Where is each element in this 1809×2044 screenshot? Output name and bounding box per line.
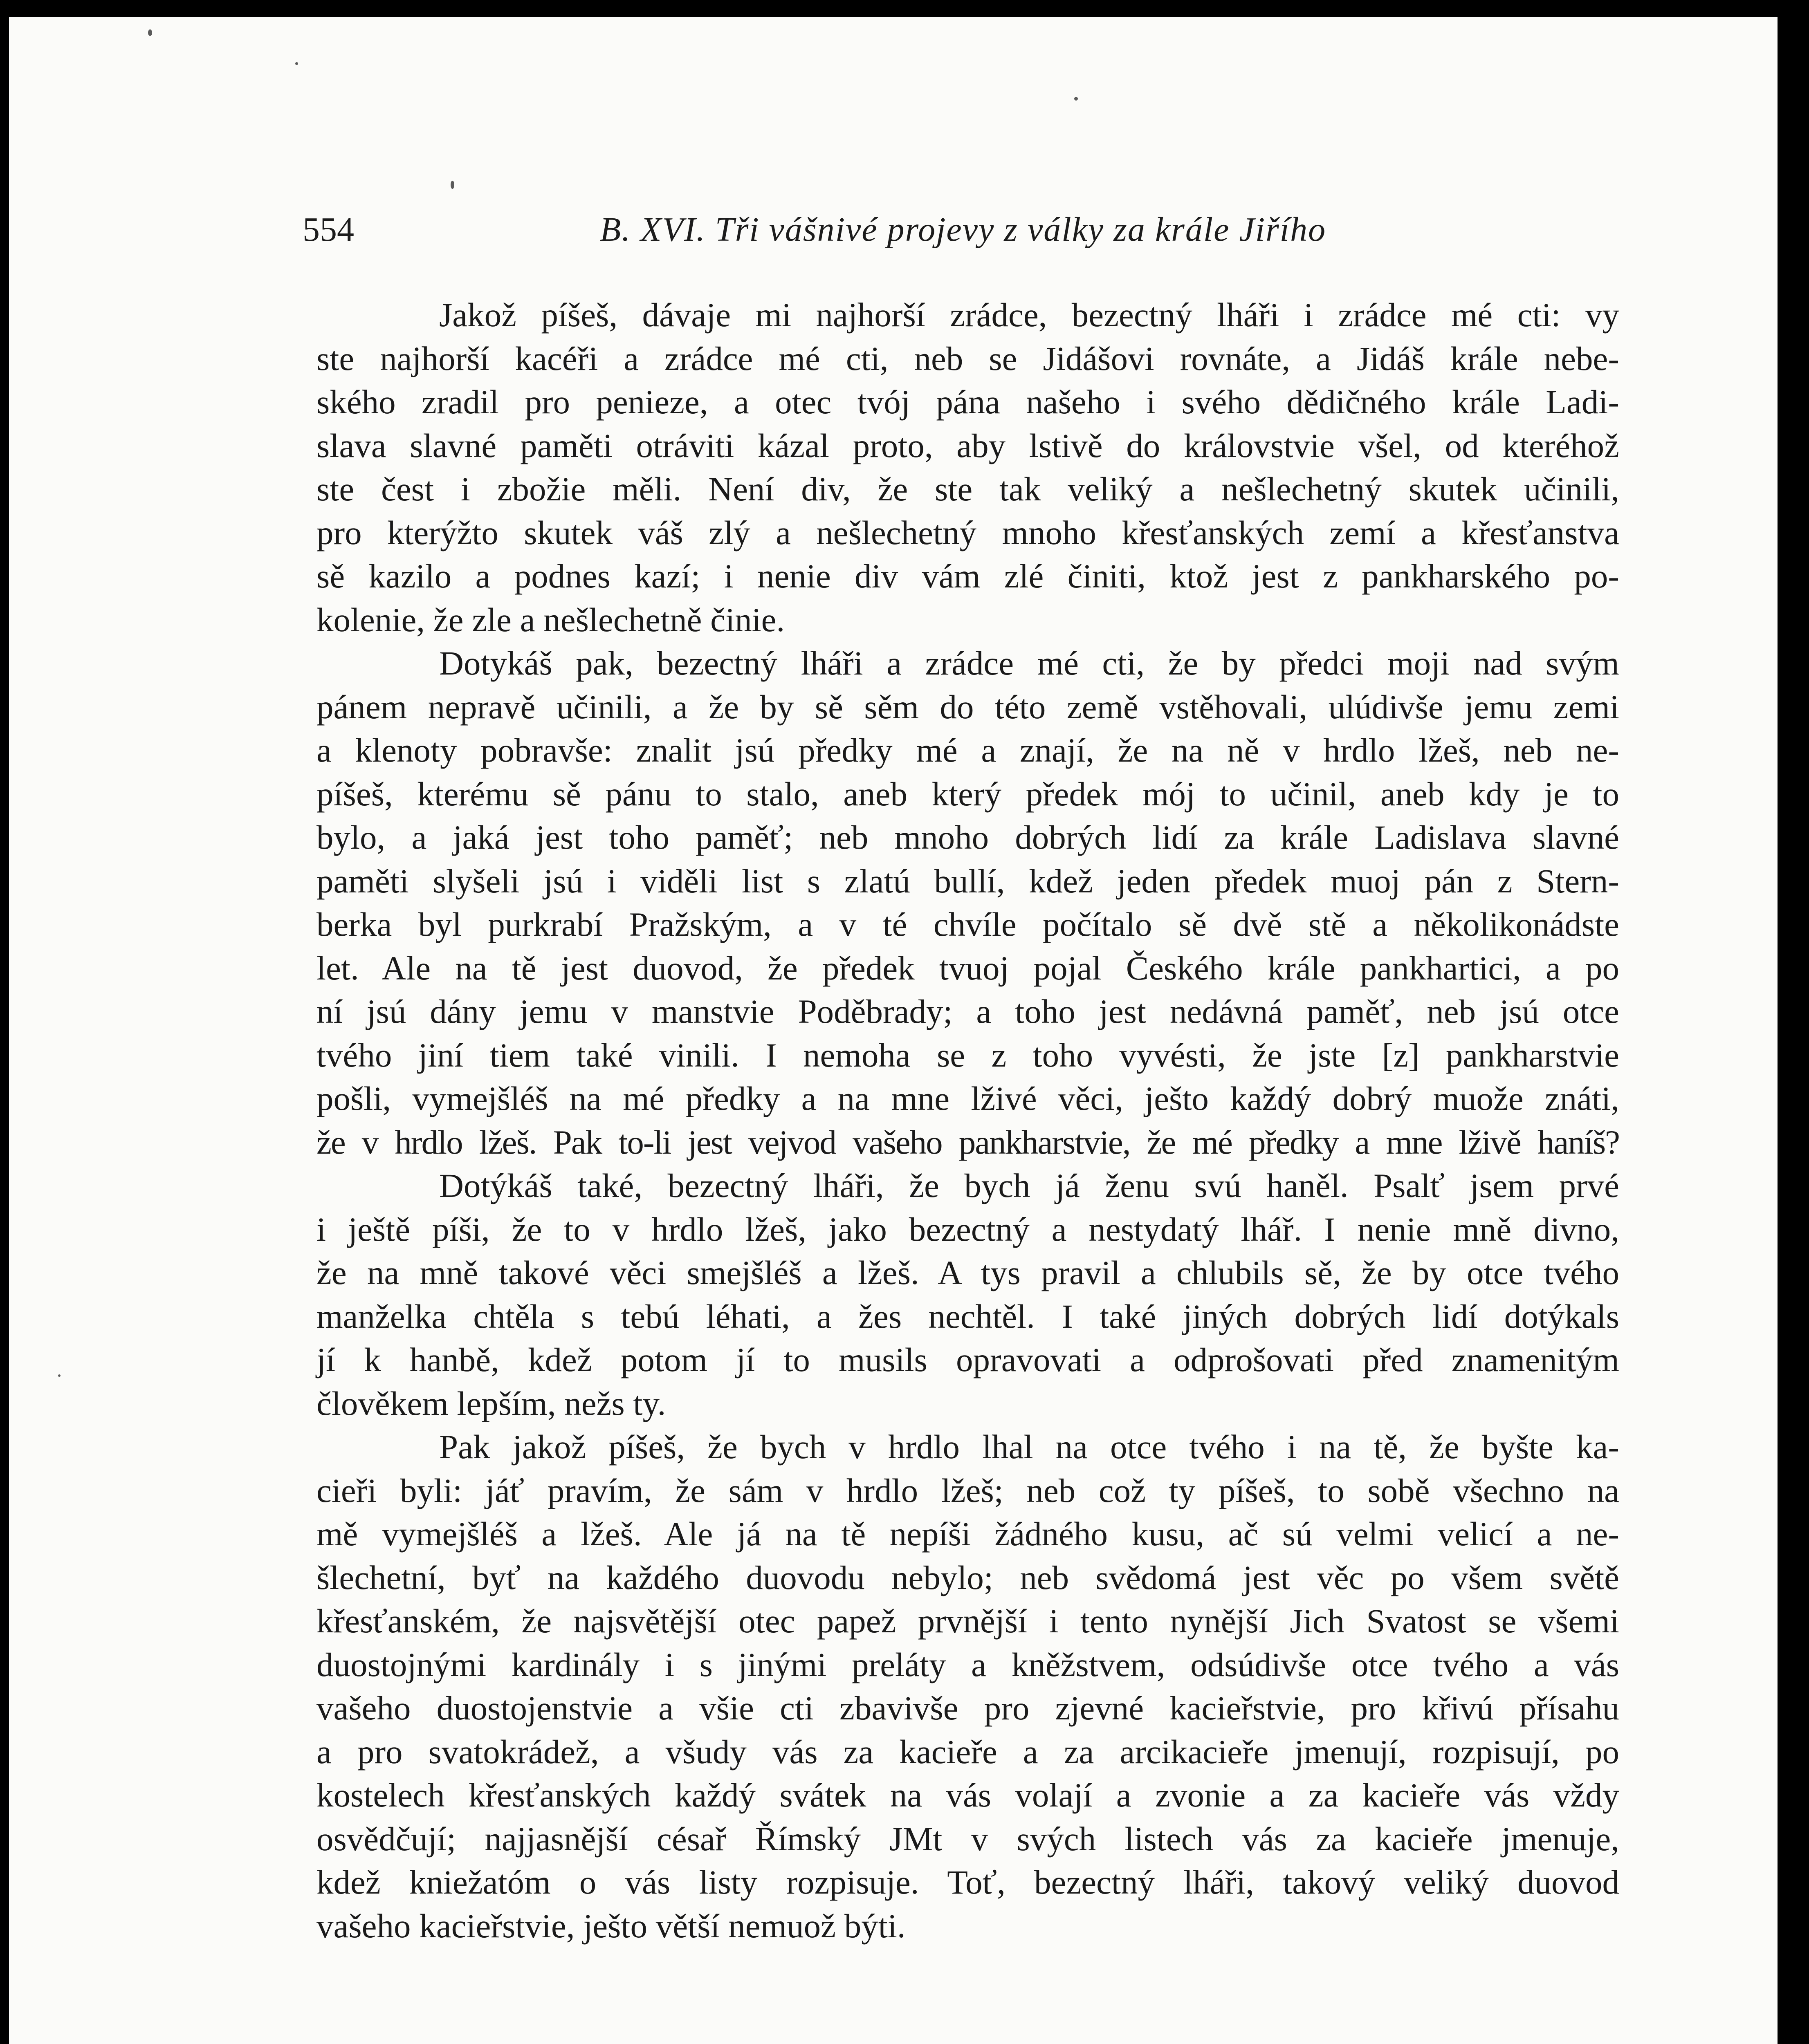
- text-line: cieři byli: jáť pravím, že sám v hrdlo lžeš; neb což ty píšeš, to sobě všechno na: [316, 1471, 1619, 1509]
- text-line: ského zradil pro penieze, a otec tvój pána našeho i svého dědičného krále Ladi-: [316, 383, 1619, 421]
- text-line: Dotýkáš také, bezectný lháři, že bych já ženu svú haněl. Psalť jsem prvé: [439, 1167, 1619, 1204]
- text-line: a pro svatokrádež, a všudy vás za kacieře a za arcikacieře jmenují, rozpisují, po: [316, 1732, 1619, 1771]
- paper-speck: [148, 29, 152, 36]
- text-line: křesťanském, že najsvětější otec papež prvnější i tento nynější Jich Svatost se všemi: [316, 1602, 1619, 1640]
- text-line: paměti slyšeli jsú i viděli list s zlatú bullí, kdež jeden předek muoj pán z Stern-: [316, 862, 1619, 900]
- text-line: pánem nepravě učinili, a že by sě sěm do této země vstěhovali, ulúdivše jemu zemi: [316, 688, 1619, 726]
- text-line: pošli, vymejšléš na mé předky a na mne lživé věci, ješto každý dobrý muože znáti,: [316, 1080, 1619, 1117]
- text-line: Dotykáš pak, bezectný lháři a zrádce mé cti, že by předci moji nad svým: [439, 644, 1619, 682]
- text-line: píšeš, kterému sě pánu to stalo, aneb který předek mój to učinil, aneb kdy je to: [316, 775, 1619, 813]
- text-line: mě vymejšléš a lžeš. Ale já na tě nepíši žádného kusu, ač sú velmi velicí a ne-: [316, 1515, 1619, 1553]
- text-line: ní jsú dány jemu v manstvie Poděbrady; a toho jest nedávná paměť, neb jsú otce: [316, 993, 1619, 1030]
- text-line: pro kterýžto skutek váš zlý a nešlechetný mnoho křesťanských zemí a křesťanstva: [316, 513, 1619, 551]
- text-line: ste najhorší kacéři a zrádce mé cti, neb se Jidášovi rovnáte, a Jidáš krále nebe-: [316, 339, 1619, 377]
- running-header: [9, 205, 1778, 254]
- paragraph-4: [316, 1425, 1619, 1948]
- text-line: manželka chtěla s tebú léhati, a žes nechtěl. I také jiných dobrých lidí dotýkals: [316, 1297, 1619, 1335]
- paragraph-2: [316, 641, 1619, 1164]
- text-line: vašeho kacieřstvie, ješto větší nemuož býti.: [316, 1907, 906, 1945]
- text-line: kolenie, že zle a nešlechetně činie.: [316, 601, 785, 639]
- text-line: Jakož píšeš, dávaje mi najhorší zrádce, bezectný lháři i zrádce mé cti: vy: [439, 296, 1619, 334]
- text-line: duostojnými kardinály i s jinými preláty a kněžstvem, odsúdivše otce tvého a vás: [316, 1645, 1619, 1683]
- text-line: kostelech křesťanských každý svátek na vás volají a zvonie a za kacieře vás vždy: [316, 1776, 1619, 1814]
- text-line: člověkem lepším, nežs ty.: [316, 1384, 666, 1422]
- text-line: kdež kniežatóm o vás listy rozpisuje. Toť, bezectný lháři, takový veliký duovod: [316, 1863, 1619, 1901]
- text-line: i ještě píši, že to v hrdlo lžeš, jako bezectný a nestydatý lhář. I nenie mně divno,: [316, 1210, 1619, 1248]
- text-line: osvědčují; najjasnější césař Římský JMt v svých listech vás za kacieře jmenuje,: [316, 1820, 1619, 1858]
- paper-speck: [58, 1374, 61, 1377]
- text-line: šlechetní, byť na každého duovodu nebylo; neb svědomá jest věc po všem světě: [316, 1558, 1619, 1596]
- text-line: sě kazilo a podnes kazí; i nenie div vám zlé činiti, ktož jest z pankharského po-: [316, 557, 1619, 595]
- paragraph-1: [316, 293, 1619, 641]
- text-line: ste čest i zbožie měli. Není div, že ste tak veliký a nešlechetný skutek učinili,: [316, 470, 1619, 508]
- running-head-title: B. XVI. Tři vášnivé projevy z války za krále Jiřího: [600, 211, 1326, 249]
- text-line: že v hrdlo lžeš. Pak to-li jest vejvod vašeho pankharstvie, že mé předky a mne lživě haníš?: [316, 1123, 1619, 1161]
- page-number: 554: [303, 211, 354, 249]
- book-page: [9, 17, 1778, 2044]
- text-line: a klenoty pobravše: znalit jsú předky mé a znají, že na ně v hrdlo lžeš, neb ne-: [316, 731, 1619, 769]
- text-line: let. Ale na tě jest duovod, že předek tvuoj pojal Českého krále pankhartici, a po: [316, 949, 1619, 987]
- text-line: slava slavné paměti otráviti kázal proto, aby lstivě do královstvie všel, od kteréhož: [316, 426, 1619, 464]
- body-text: [316, 293, 1619, 1948]
- text-line: jí k hanbě, kdež potom jí to musils opravovati a odprošovati před znamenitým: [316, 1341, 1619, 1378]
- text-line: že na mně takové věci smejšléš a lžeš. A tys pravil a chlubils sě, že by otce tvého: [316, 1254, 1619, 1291]
- text-line: berka byl purkrabí Pražským, a v té chvíle počítalo sě dvě stě a několikonádste: [316, 905, 1619, 943]
- paper-speck: [1074, 97, 1078, 101]
- paper-speck: [451, 181, 454, 189]
- paragraph-3: [316, 1164, 1619, 1425]
- text-line: bylo, a jaká jest toho paměť; neb mnoho dobrých lidí za krále Ladislava slavné: [316, 818, 1619, 856]
- text-line: tvého jiní tiem také vinili. I nemoha se z toho vyvésti, že jste [z] pankharstvie: [316, 1036, 1619, 1074]
- text-line: Pak jakož píšeš, že bych v hrdlo lhal na otce tvého i na tě, že byšte ka-: [439, 1428, 1619, 1466]
- text-line: vašeho duostojenstvie a všie cti zbavivše pro zjevné kacieřstvie, pro křivú přísahu: [316, 1689, 1619, 1727]
- paper-speck: [295, 62, 298, 65]
